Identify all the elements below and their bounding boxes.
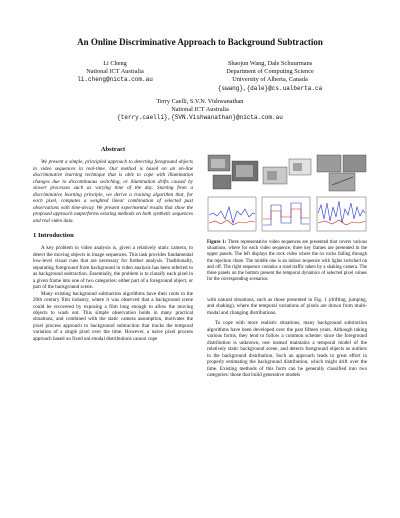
abstract-text: We present a simple, principled approach to detecting foreground objects in video sequences in real-time. Our method is based on an on-line discriminative learning technique that is able to cope with illumination changes due to discontinuous switching, or illumination drifts caused by slower processes such as varying time of the day. Starting from a discriminative learning principle, we derive a training algorithm that, for each pixel, computes a weighted linear combination of selected past observations with time-decay. We present experimental results that show the proposed approach outperforms existing methods on both synthetic sequences and real video data. [33, 159, 193, 224]
author-email: li.cheng@nicta.com.au [77, 76, 153, 84]
author-email: {terry.caelli},{SVN.Vishwanathan}@nicta.com.au [117, 114, 283, 122]
author-name: Shaojun Wang, Dale Schuurmans [227, 60, 313, 67]
author-affiliation: National ICT Australia [171, 106, 229, 114]
body-paragraph: with natural situations, such as those presented in Fig. 1 (drifting, jumping, and shaking), where the temporal variations of pixels are drawn from multi-modal and changing distributions. [207, 297, 367, 316]
rock-video-frames [208, 155, 258, 189]
body-paragraph: To cope with more realistic situations, many background subtraction algorithms have been developed over the past fifteen years. Although taking various forms, they tend to follow a common scheme: since the foreground distribution is unknown, one instead maintains a temporal model of the relatively static background scene, and detects foreground objects as outliers in the background distribution. Such an approach leads to great effort in properly estimating the background distribution, which might drift over the time. Existing methods of this form can be generally classified into two categories: those that build generative models [207, 320, 367, 378]
temporal-plot-middle [262, 197, 310, 231]
figure-1 [207, 153, 367, 236]
author-name: Terry Caelli, S.V.N. Vishwanathan [156, 98, 244, 105]
author-block-2 [190, 60, 350, 93]
author-name: Li Cheng [103, 60, 127, 67]
author-block-3 [60, 98, 340, 123]
left-column [33, 147, 193, 342]
abstract-heading: Abstract [100, 146, 126, 153]
indoor-video-frames [263, 159, 311, 184]
temporal-plot-right [317, 197, 366, 231]
author-block-1 [55, 60, 175, 85]
figure-caption [207, 240, 367, 283]
traffic-video-frames [317, 155, 366, 191]
temporal-plot-left [208, 197, 256, 231]
body-paragraph: A key problem in video analysis is, given a relatively static camera, to detect the moving objects in image sequences. This task provides fundamental low-level visual cues that are necessary for further analysis. Traditionally, separating foreground from background in video analysis has been referred to as background subtraction. Essentially, the problem is to classify each pixel in a given frame into one of two categories: either part of a foreground object, or part of the background scene. [33, 245, 193, 291]
paper-title: An Online Discriminative Approach to Background Subtraction [77, 37, 323, 47]
author-email: {swang},{dale}@cs.ualberta.ca [217, 84, 323, 92]
author-affiliation-2: University of Alberta, Canada [232, 76, 308, 84]
figure-1-graphic [207, 153, 367, 236]
section-heading: 1 Introduction [33, 231, 74, 239]
author-affiliation: Department of Computing Science [226, 68, 314, 76]
author-affiliation: National ICT Australia [86, 68, 144, 76]
body-paragraph: Many existing background subtraction algorithms have their roots in the 20th century film industry, where it was observed that a background scene could be recovered by exposing a film long enough to allow the moving objects to wash out. This simple observation holds in many practical situations, and combined with the static camera assumption, motivates the pixel process approach to background subtraction that tracks the temporal variation of a single pixel over the time. However, a naive pixel process approach based on fixed uni-modal distributions cannot cope [33, 290, 193, 342]
figure-caption-label: Figure 1: [207, 240, 227, 245]
right-column [207, 297, 367, 378]
figure-caption-text: Three representative video sequences are presented that covers various situations, where for each video sequence, three key frames are presented in the upper panels. The left displays the rock video where the ox rocks falling through the rejection chute. The middle one is an indoor sequence with lights switched on and off. The right sequence contains a road traffic taken by a shaking camera. The three panels on the bottom present the temporal dynamics of selected pixel values for the corresponding scenarios. [207, 240, 367, 283]
